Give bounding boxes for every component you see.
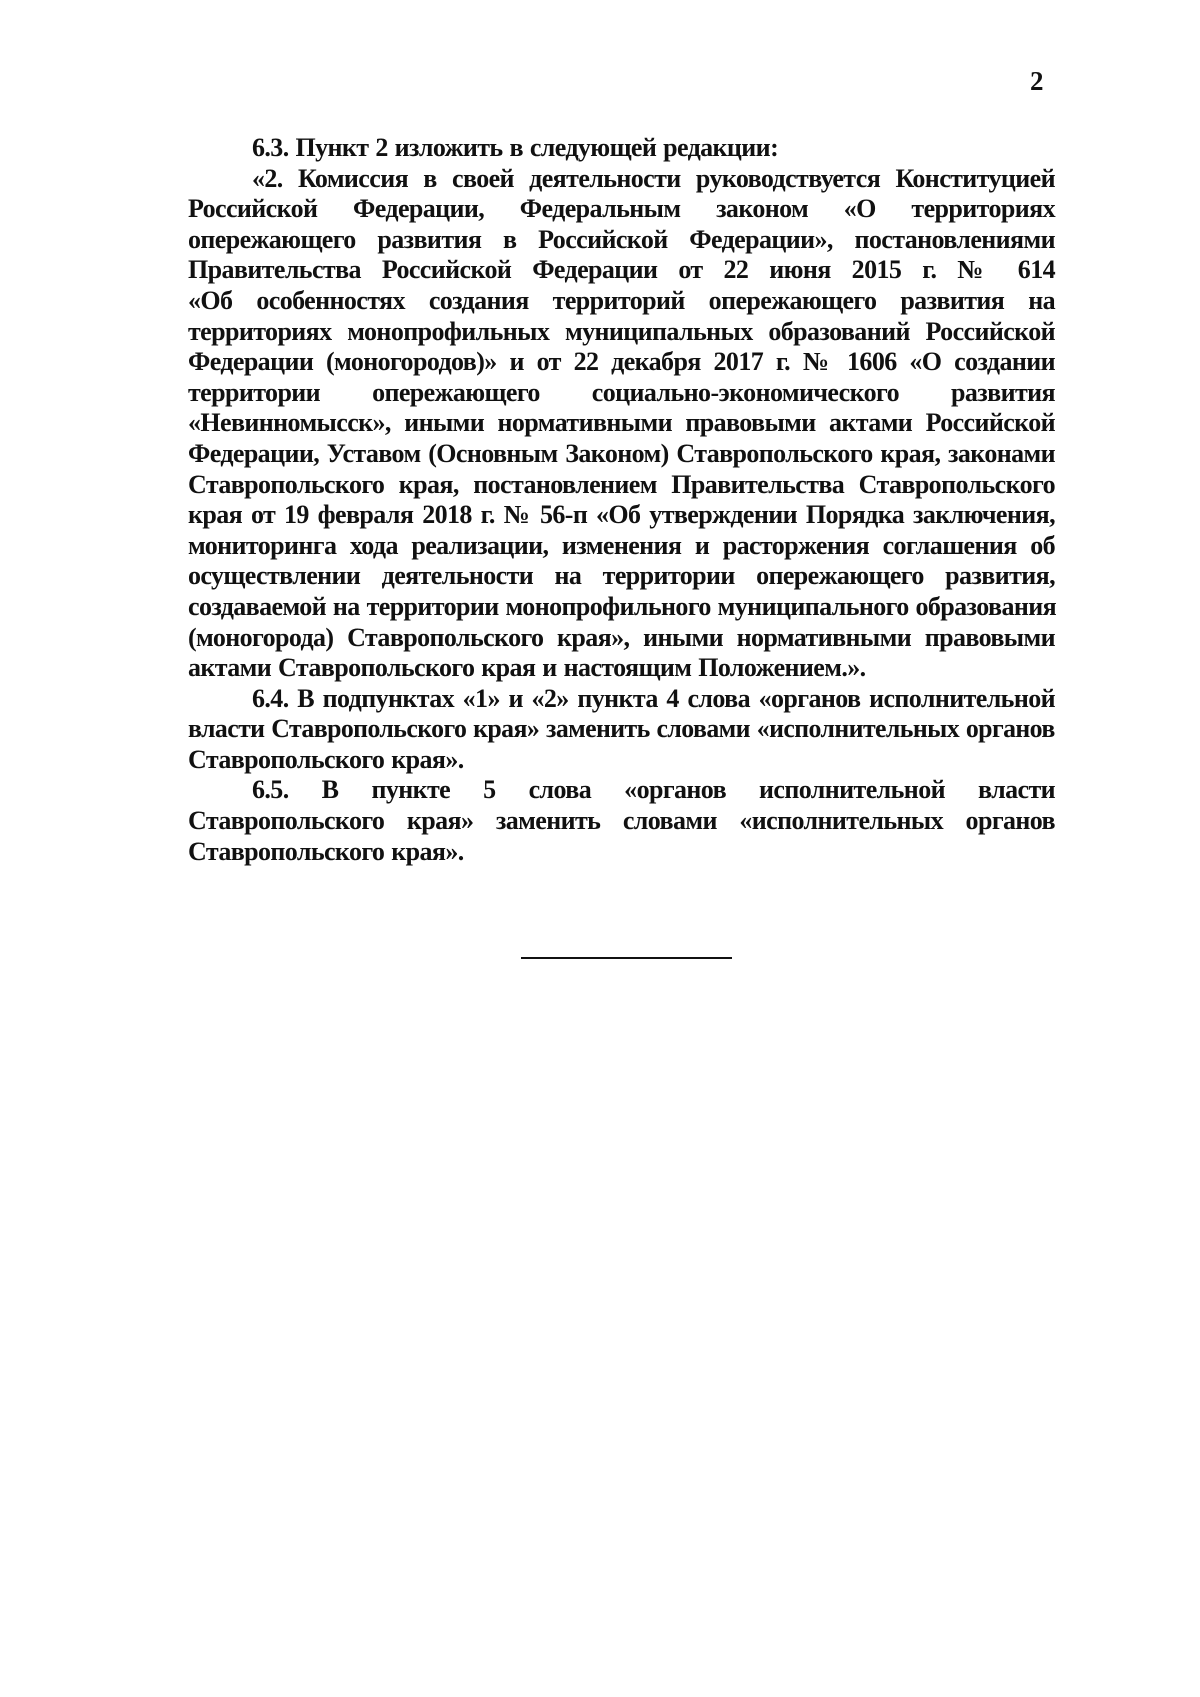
text-line: Федерации (моногородов)» и от 22 декабря 2017 г. № 1606 «О создании xyxy=(188,347,1055,377)
text-line-content: власти Ставропольского края» заменить словами «исполнительных органов xyxy=(188,714,1055,744)
text-line: Ставропольского края, постановлением Правительства Ставропольского xyxy=(188,469,1055,499)
text-line: территориях монопрофильных муниципальных образований Российской xyxy=(188,316,1055,346)
end-divider xyxy=(521,957,732,959)
page-number: 2 xyxy=(1030,66,1044,96)
text-line: «2. Комиссия в своей деятельности руководствуется Конституцией xyxy=(252,163,1055,193)
text-line: Ставропольского края». xyxy=(188,836,464,866)
text-line: 6.4. В подпунктах «1» и «2» пункта 4 слова «органов исполнительной xyxy=(252,683,1055,713)
text-line xyxy=(188,714,1055,745)
text-line: «Об особенностях создания территорий опережающего развития на xyxy=(188,285,1055,315)
text-line: территории опережающего социально-экономического развития xyxy=(188,377,1055,407)
document-body xyxy=(188,133,1055,867)
text-line: мониторинга хода реализации, изменения и расторжения соглашения об xyxy=(188,530,1055,560)
text-line: Российской Федерации, Федеральным законом «О территориях xyxy=(188,194,1055,224)
text-line: осуществлении деятельности на территории опережающего развития, xyxy=(188,561,1055,591)
text-line: 6.5. В пункте 5 слова «органов исполнительной власти xyxy=(252,775,1055,805)
text-line: «Невинномысск», иными нормативными правовыми актами Российской xyxy=(188,408,1055,438)
paragraph xyxy=(188,164,1055,684)
text-line: актами Ставропольского края и настоящим Положением.». xyxy=(188,653,866,683)
paragraph xyxy=(188,775,1055,867)
text-line: Ставропольского края» заменить словами «исполнительных органов xyxy=(188,806,1055,836)
paragraph xyxy=(188,684,1055,776)
text-line: опережающего развития в Российской Федерации», постановлениями xyxy=(188,224,1055,254)
text-line: создаваемой на территории монопрофильного муниципального образования xyxy=(188,591,1057,621)
paragraph xyxy=(188,133,1055,164)
text-line: Федерации, Уставом (Основным Законом) Ставропольского края, законами xyxy=(188,438,1055,468)
text-line: 6.3. Пункт 2 изложить в следующей редакции: xyxy=(252,133,779,162)
text-line: края от 19 февраля 2018 г. № 56-п «Об утверждении Порядка заключения, xyxy=(188,500,1055,530)
text-line: (моногорода) Ставропольского края», иными нормативными правовыми xyxy=(188,622,1055,652)
text-line: Ставропольского края». xyxy=(188,744,464,774)
text-line: Правительства Российской Федерации от 22 июня 2015 г. № 614 xyxy=(188,255,1055,285)
